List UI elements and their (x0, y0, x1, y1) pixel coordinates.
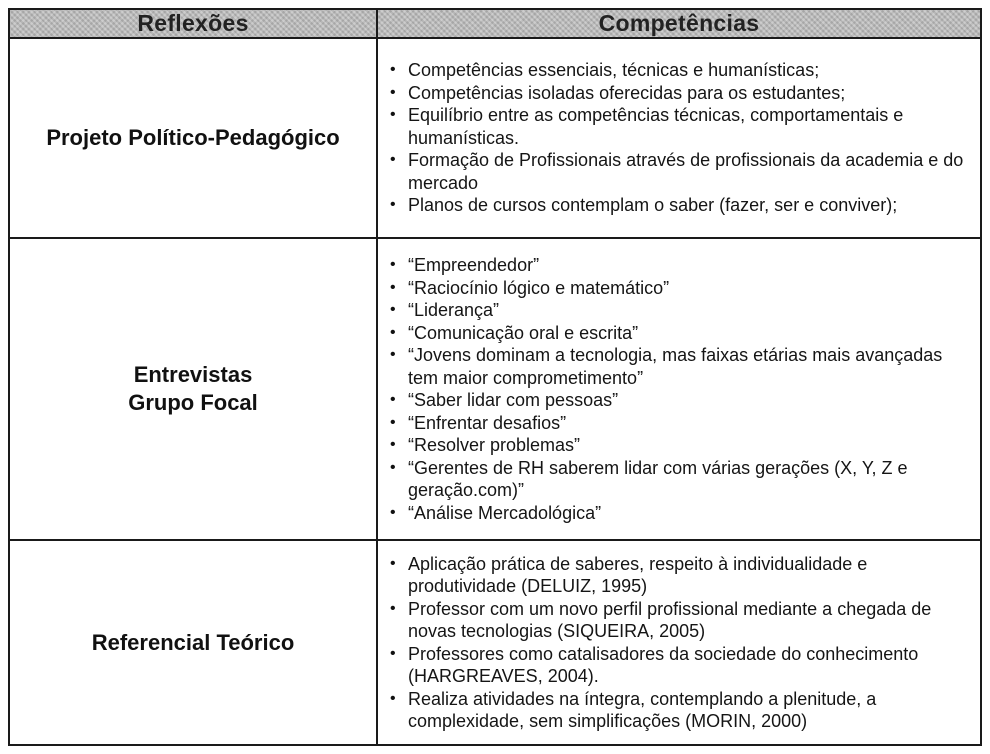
table-row-referencial (10, 540, 980, 744)
list-item: • “Empreendedor” (408, 254, 974, 277)
list-item: • “Gerentes de RH saberem lidar com várias gerações (X, Y, Z e geração.com)” (408, 457, 974, 502)
table-row-projeto (10, 38, 980, 238)
list-item: • Competências isoladas oferecidas para os estudantes; (408, 82, 974, 105)
list-item: • “Resolver problemas” (408, 434, 974, 457)
competencias-list (378, 57, 980, 219)
competencias-table (10, 10, 980, 744)
list-item: • Realiza atividades na íntegra, contemplando a plenitude, a complexidade, sem simplificações (MORIN, 2000) (408, 688, 974, 733)
reflexao-cell (10, 540, 377, 744)
list-item: • “Análise Mercadológica” (408, 502, 974, 525)
reflexao-cell (10, 38, 377, 238)
list-item: • Professor com um novo perfil profissional mediante a chegada de novas tecnologias (SIQUEIRA, 2005) (408, 598, 974, 643)
competencias-table-frame (8, 8, 982, 746)
list-item: • Aplicação prática de saberes, respeito à individualidade e produtividade (DELUIZ, 1995) (408, 553, 974, 598)
reflexao-label: Referencial Teórico (91, 629, 295, 655)
list-item: • Planos de cursos contemplam o saber (fazer, ser e conviver); (408, 194, 974, 217)
competencias-cell (377, 540, 980, 744)
reflexao-label-line-2: Grupo Focal (128, 390, 258, 415)
list-item: • Formação de Profissionais através de profissionais da academia e do mercado (408, 149, 974, 194)
list-item: • “Jovens dominam a tecnologia, mas faixas etárias mais avançadas tem maior comprometimento” (408, 344, 974, 389)
reflexao-label: Projeto Político-Pedagógico (46, 125, 340, 150)
list-item: • Equilíbrio entre as competências técnicas, comportamentais e humanísticas. (408, 104, 974, 149)
list-item: • “Saber lidar com pessoas” (408, 389, 974, 412)
competencias-cell (377, 38, 980, 238)
competencias-list (378, 551, 980, 735)
list-item: • “Comunicação oral e escrita” (408, 322, 974, 345)
list-item: • “Enfrentar desafios” (408, 412, 974, 435)
list-item: • “Raciocínio lógico e matemático” (408, 277, 974, 300)
table-body (10, 38, 980, 744)
list-item: • Professores como catalisadores da sociedade do conhecimento (HARGREAVES, 2004). (408, 643, 974, 688)
competencias-cell (377, 238, 980, 540)
list-item: • “Liderança” (408, 299, 974, 322)
table-header (10, 10, 980, 38)
competencias-list (378, 252, 980, 526)
list-item: • Competências essenciais, técnicas e humanísticas; (408, 59, 974, 82)
reflexao-label-line-1: Entrevistas (133, 362, 253, 387)
header-competencias: Competências (377, 10, 980, 38)
header-reflexoes: Reflexões (10, 10, 377, 38)
header-row (10, 10, 980, 38)
reflexao-cell (10, 238, 377, 540)
table-row-entrevistas (10, 238, 980, 540)
